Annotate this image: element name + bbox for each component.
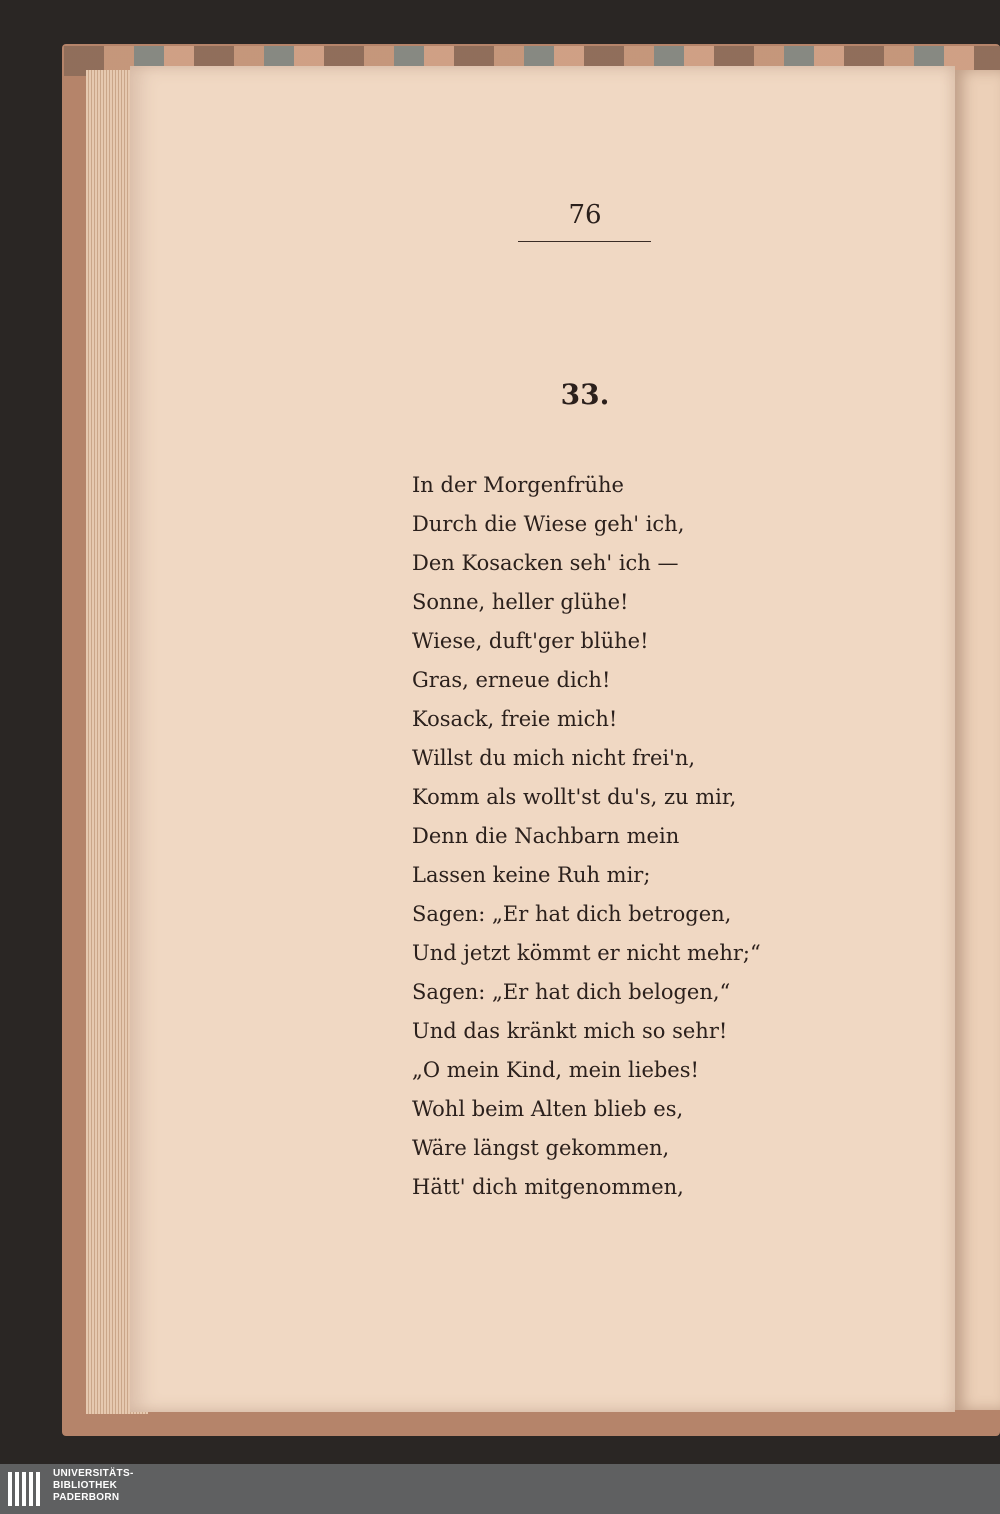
poem-line: Durch die Wiese geh' ich, (412, 512, 685, 536)
library-logo-text (53, 1468, 134, 1504)
poem-line: Wäre längst gekommen, (412, 1136, 670, 1160)
poem-line: Hätt' dich mitgenommen, (412, 1175, 684, 1199)
poem-line: Willst du mich nicht frei'n, (412, 746, 696, 770)
poem-line: Komm als wollt'st du's, zu mir, (412, 785, 737, 809)
poem-line: Kosack, freie mich! (412, 707, 618, 731)
poem-text (412, 466, 812, 1207)
poem-line: Lassen keine Ruh mir; (412, 863, 651, 887)
library-footer (0, 1464, 1000, 1514)
poem-line: Wohl beim Alten blieb es, (412, 1097, 684, 1121)
poem-line: Und das kränkt mich so sehr! (412, 1019, 728, 1043)
poem-line: Denn die Nachbarn mein (412, 824, 680, 848)
poem-line: Und jetzt kömmt er nicht mehr;“ (412, 941, 761, 965)
header-rule (518, 241, 651, 242)
poem-line: „O mein Kind, mein liebes! (412, 1058, 699, 1082)
poem-line: Den Kosacken seh' ich — (412, 551, 679, 575)
logo-line: PADERBORN (53, 1492, 120, 1503)
next-page-edge (955, 70, 1000, 1410)
poem-line: Sagen: „Er hat dich belogen,“ (412, 980, 731, 1004)
logo-line: BIBLIOTHEK (53, 1480, 118, 1491)
page-number: 76 (568, 200, 602, 230)
poem-line: In der Morgenfrühe (412, 473, 624, 497)
poem-line: Sonne, heller glühe! (412, 590, 629, 614)
poem-line: Wiese, duft'ger blühe! (412, 629, 649, 653)
poem-line: Sagen: „Er hat dich betrogen, (412, 902, 732, 926)
poem-line: Gras, erneue dich! (412, 668, 611, 692)
logo-line: UNIVERSITÄTS- (53, 1468, 134, 1479)
library-logo-icon (8, 1472, 46, 1506)
poem-number: 33. (560, 378, 610, 411)
